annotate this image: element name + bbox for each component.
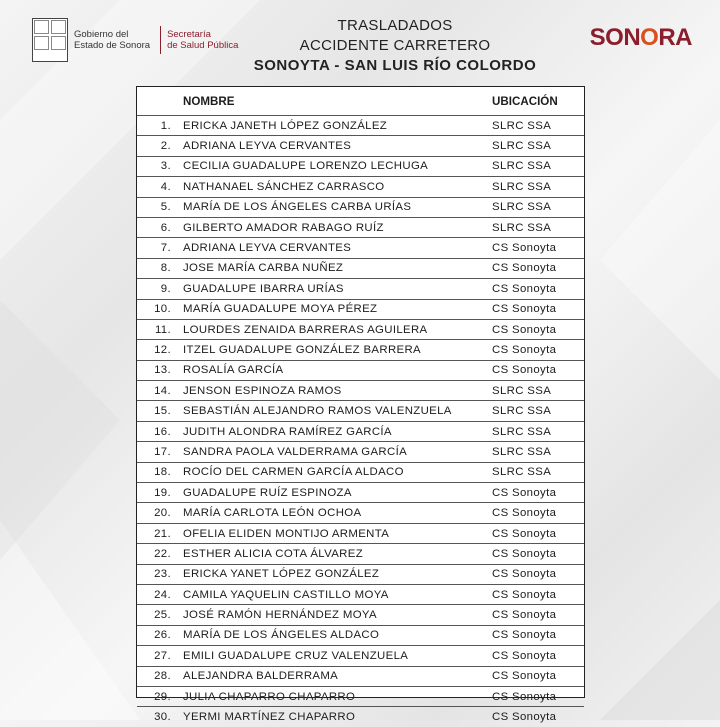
row-location: CS Sonoyta: [490, 646, 584, 666]
row-name: LOURDES ZENAIDA BARRERAS AGUILERA: [179, 319, 490, 339]
table-row: [137, 584, 584, 604]
table-row: [137, 707, 584, 727]
row-number: 20.: [137, 503, 179, 523]
row-name: ITZEL GUADALUPE GONZÁLEZ BARRERA: [179, 340, 490, 360]
row-location: CS Sonoyta: [490, 707, 584, 727]
row-number: 21.: [137, 523, 179, 543]
row-location: SLRC SSA: [490, 116, 584, 136]
row-location: CS Sonoyta: [490, 279, 584, 299]
title-block: [200, 16, 590, 76]
row-name: YERMI MARTÍNEZ CHAPARRO: [179, 707, 490, 727]
row-name: NATHANAEL SÁNCHEZ CARRASCO: [179, 177, 490, 197]
row-location: SLRC SSA: [490, 442, 584, 462]
row-number: 28.: [137, 666, 179, 686]
row-location: SLRC SSA: [490, 401, 584, 421]
row-number: 18.: [137, 462, 179, 482]
row-number: 25.: [137, 605, 179, 625]
table-row: [137, 462, 584, 482]
row-location: SLRC SSA: [490, 136, 584, 156]
row-number: 7.: [137, 238, 179, 258]
table-row: [137, 381, 584, 401]
row-number: 3.: [137, 156, 179, 176]
gov-name-line1: Gobierno del: [74, 29, 129, 40]
table-row: [137, 503, 584, 523]
row-number: 19.: [137, 483, 179, 503]
row-location: CS Sonoyta: [490, 584, 584, 604]
row-location: CS Sonoyta: [490, 299, 584, 319]
table-row: [137, 136, 584, 156]
row-number: 10.: [137, 299, 179, 319]
table-row: [137, 299, 584, 319]
row-name: GUADALUPE IBARRA URÍAS: [179, 279, 490, 299]
row-location: CS Sonoyta: [490, 340, 584, 360]
table-body: [137, 116, 584, 727]
header-location: UBICACIÓN: [492, 94, 558, 108]
table-row: [137, 605, 584, 625]
row-name: MARÍA GUADALUPE MOYA PÉREZ: [179, 299, 490, 319]
row-location: SLRC SSA: [490, 462, 584, 482]
title-line-3: SONOYTA - SAN LUIS RÍO COLORDO: [253, 57, 537, 74]
row-number: 29.: [137, 686, 179, 706]
row-location: CS Sonoyta: [490, 666, 584, 686]
row-number: 9.: [137, 279, 179, 299]
row-number: 26.: [137, 625, 179, 645]
row-number: 23.: [137, 564, 179, 584]
transfers-table-card: [136, 86, 585, 724]
row-number: 13.: [137, 360, 179, 380]
row-location: CS Sonoyta: [490, 503, 584, 523]
row-number: 2.: [137, 136, 179, 156]
row-location: CS Sonoyta: [490, 523, 584, 543]
table-row: [137, 646, 584, 666]
row-location: SLRC SSA: [490, 156, 584, 176]
row-name: ROCÍO DEL CARMEN GARCÍA ALDACO: [179, 462, 490, 482]
row-name: ADRIANA LEYVA CERVANTES: [179, 136, 490, 156]
transfers-table: [137, 87, 584, 727]
table-row: [137, 319, 584, 339]
row-name: JULIA CHAPARRO CHAPARRO: [179, 686, 490, 706]
row-name: MARÍA DE LOS ÁNGELES ALDACO: [179, 625, 490, 645]
table-header-row: [137, 87, 584, 116]
row-number: 8.: [137, 258, 179, 278]
table-row: [137, 544, 584, 564]
table-row: [137, 177, 584, 197]
row-name: OFELIA ELIDEN MONTIJO ARMENTA: [179, 523, 490, 543]
table-row: [137, 238, 584, 258]
table-row: [137, 666, 584, 686]
row-name: JENSON ESPINOZA RAMOS: [179, 381, 490, 401]
row-number: 4.: [137, 177, 179, 197]
row-location: CS Sonoyta: [490, 319, 584, 339]
row-name: CAMILA YAQUELIN CASTILLO MOYA: [179, 584, 490, 604]
table-row: [137, 217, 584, 237]
row-location: CS Sonoyta: [490, 605, 584, 625]
row-name: MARÍA DE LOS ÁNGELES CARBA URÍAS: [179, 197, 490, 217]
row-name: SANDRA PAOLA VALDERRAMA GARCÍA: [179, 442, 490, 462]
row-name: MARÍA CARLOTA LEÓN OCHOA: [179, 503, 490, 523]
row-number: 1.: [137, 116, 179, 136]
row-name: ESTHER ALICIA COTA ÁLVAREZ: [179, 544, 490, 564]
row-name: ERICKA JANETH LÓPEZ GONZÁLEZ: [179, 116, 490, 136]
row-location: CS Sonoyta: [490, 544, 584, 564]
table-row: [137, 686, 584, 706]
row-number: 30.: [137, 707, 179, 727]
dept-name-line1: Secretaría: [167, 29, 211, 40]
table-row: [137, 483, 584, 503]
row-number: 14.: [137, 381, 179, 401]
table-row: [137, 564, 584, 584]
row-name: JOSE MARÍA CARBA NUÑEZ: [179, 258, 490, 278]
table-row: [137, 116, 584, 136]
table-row: [137, 156, 584, 176]
table-row: [137, 442, 584, 462]
header-name: NOMBRE: [183, 94, 235, 108]
row-location: SLRC SSA: [490, 197, 584, 217]
table-row: [137, 197, 584, 217]
gov-name-line2: Estado de Sonora: [74, 40, 151, 51]
row-name: ADRIANA LEYVA CERVANTES: [179, 238, 490, 258]
table-row: [137, 360, 584, 380]
title-line-2: ACCIDENTE CARRETERO: [299, 37, 491, 54]
row-location: SLRC SSA: [490, 217, 584, 237]
row-location: CS Sonoyta: [490, 564, 584, 584]
row-number: 27.: [137, 646, 179, 666]
table-row: [137, 279, 584, 299]
row-name: GUADALUPE RUÍZ ESPINOZA: [179, 483, 490, 503]
row-name: JOSÉ RAMÓN HERNÁNDEZ MOYA: [179, 605, 490, 625]
row-location: CS Sonoyta: [490, 686, 584, 706]
row-name: EMILI GUADALUPE CRUZ VALENZUELA: [179, 646, 490, 666]
row-location: CS Sonoyta: [490, 238, 584, 258]
sonora-brand-logo: SONORA: [589, 24, 692, 51]
row-location: CS Sonoyta: [490, 258, 584, 278]
row-name: ERICKA YANET LÓPEZ GONZÁLEZ: [179, 564, 490, 584]
row-location: SLRC SSA: [490, 381, 584, 401]
row-name: ALEJANDRA BALDERRAMA: [179, 666, 490, 686]
state-shield-icon: [32, 18, 68, 62]
table-row: [137, 421, 584, 441]
row-location: CS Sonoyta: [490, 483, 584, 503]
title-line-1: TRASLADADOS: [337, 17, 453, 34]
row-location: SLRC SSA: [490, 421, 584, 441]
row-location: CS Sonoyta: [490, 360, 584, 380]
row-name: JUDITH ALONDRA RAMÍREZ GARCÍA: [179, 421, 490, 441]
row-name: CECILIA GUADALUPE LORENZO LECHUGA: [179, 156, 490, 176]
logo-divider: [160, 26, 161, 54]
row-number: 16.: [137, 421, 179, 441]
table-row: [137, 258, 584, 278]
row-name: ROSALÍA GARCÍA: [179, 360, 490, 380]
row-number: 6.: [137, 217, 179, 237]
table-row: [137, 523, 584, 543]
header-number: [137, 87, 179, 116]
row-number: 12.: [137, 340, 179, 360]
row-name: GILBERTO AMADOR RABAGO RUÍZ: [179, 217, 490, 237]
row-number: 22.: [137, 544, 179, 564]
row-location: SLRC SSA: [490, 177, 584, 197]
row-number: 15.: [137, 401, 179, 421]
table-row: [137, 401, 584, 421]
table-row: [137, 625, 584, 645]
row-location: CS Sonoyta: [490, 625, 584, 645]
row-number: 5.: [137, 197, 179, 217]
row-name: SEBASTIÁN ALEJANDRO RAMOS VALENZUELA: [179, 401, 490, 421]
dept-name-line2: de Salud Pública: [167, 40, 239, 51]
row-number: 11.: [137, 319, 179, 339]
row-number: 24.: [137, 584, 179, 604]
row-number: 17.: [137, 442, 179, 462]
table-row: [137, 340, 584, 360]
